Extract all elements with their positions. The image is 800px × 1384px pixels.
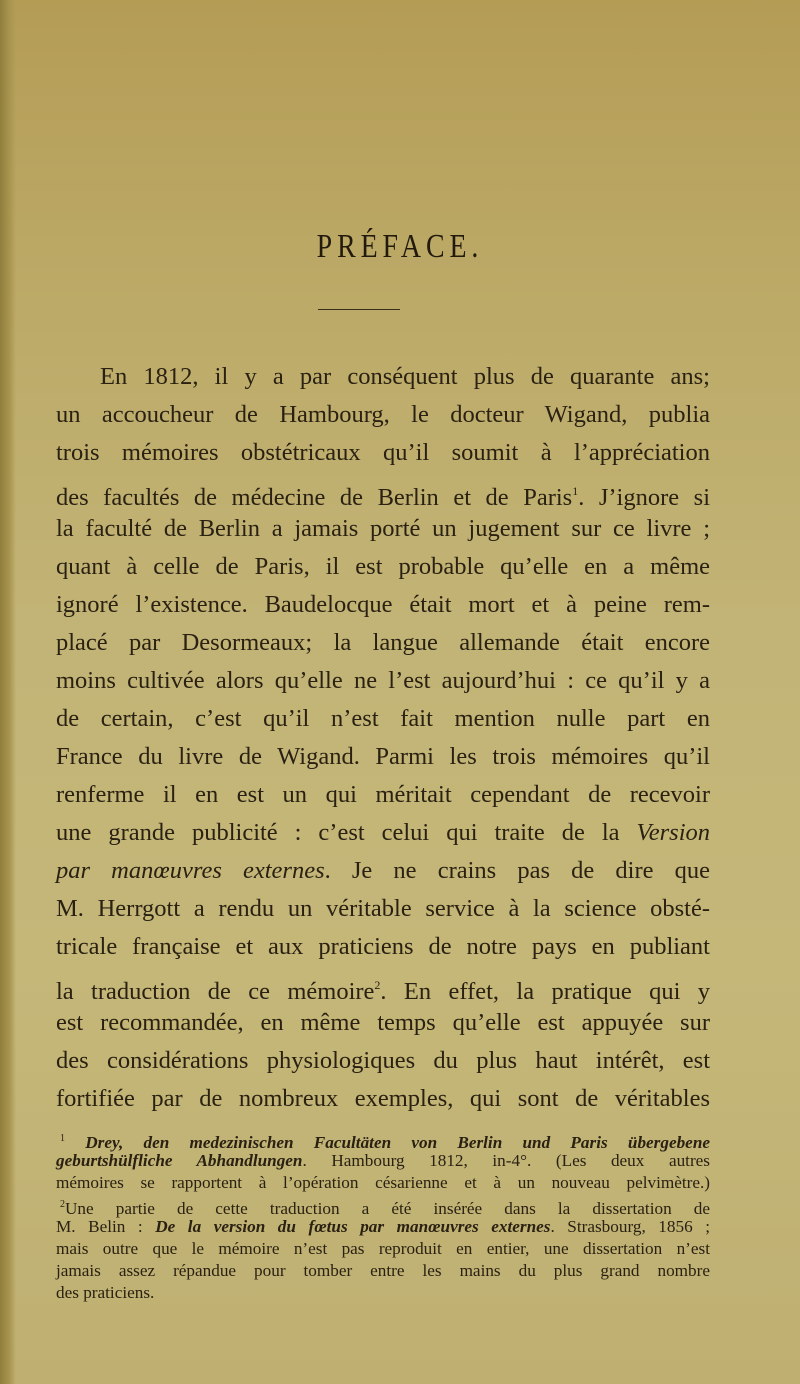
text-segment: une grande publicité : c’est celui qui traite de la (56, 819, 620, 846)
text-line: des considérations physiologiques du plus haut intérêt, est (56, 1047, 710, 1074)
footnote-marker-2: 2 (60, 1199, 65, 1210)
text-line (56, 818, 710, 848)
text-line: France du livre de Wigand. Parmi les trois mémoires qu’il (56, 743, 710, 770)
footnote-citation: De la version du fœtus par manœuvres externes (155, 1217, 551, 1236)
text-segment: . En effet, la pratique qui y (380, 978, 711, 1005)
text-line: la faculté de Berlin a jamais porté un jugement sur ce livre ; (56, 515, 710, 542)
text-segment: . Je ne crains pas de dire que (324, 857, 710, 884)
text-line (56, 856, 710, 886)
footnote-text: Une partie de cette traduction a été insérée dans la dissertation de (65, 1199, 710, 1218)
footnote-text: . Strasbourg, 1856 ; (550, 1217, 710, 1236)
text-line: ignoré l’existence. Baudelocque était mort et à peine rem- (56, 591, 710, 618)
footnote-citation: Drey, den medezinischen Facultäten von Berlin und Paris übergebene (85, 1133, 711, 1152)
footnote-citation: geburtshülfliche Abhandlungen (56, 1151, 303, 1170)
text-line: renferme il en est un qui méritait cependant de recevoir (56, 781, 710, 808)
text-segment: . J’ignore si (578, 484, 711, 511)
footnote-2-line: des praticiens. (56, 1283, 155, 1302)
text-segment: des facultés de médecine de Berlin et de Paris (56, 484, 573, 511)
footnote-1-line: mémoires se rapportent à l’opération césarienne et à un nouveau pelvimètre.) (56, 1173, 710, 1192)
footnote-ref-2[interactable]: 2 (374, 978, 381, 992)
text-line: M. Herrgott a rendu un véritable service à la science obsté- (56, 895, 710, 922)
text-line: moins cultivée alors qu’elle ne l’est aujourd’hui : ce qu’il y a (56, 667, 710, 694)
text-line: placé par Desormeaux; la langue allemande était encore (56, 629, 710, 656)
text-line: est recommandée, en même temps qu’elle est appuyée sur (56, 1009, 710, 1036)
footnote-2-line (56, 1216, 710, 1238)
footnote-ref-1[interactable]: 1 (572, 484, 579, 498)
page-binding-edge (0, 0, 16, 1384)
footnote-text: . Hambourg 1812, in-4°. (Les deux autres (302, 1151, 710, 1170)
footnote-text: M. Belin : (56, 1217, 156, 1236)
text-line: fortifiée par de nombreux exemples, qui sont de véritables (56, 1085, 710, 1112)
text-line: de certain, c’est qu’il n’est fait mention nulle part en (56, 705, 710, 732)
text-line (56, 476, 710, 513)
text-line: un accoucheur de Hambourg, le docteur Wigand, publia (56, 401, 710, 428)
italic-title: Version (636, 819, 710, 846)
text-line: En 1812, il y a par conséquent plus de quarante ans; (100, 363, 710, 390)
text-line: quant à celle de Paris, il est probable qu’elle en a même (56, 553, 710, 580)
footnote-2-line: jamais assez répandue pour tomber entre les mains du plus grand nombre (56, 1261, 710, 1280)
page-title: PRÉFACE. (316, 228, 484, 265)
text-line (56, 970, 710, 1007)
text-line: tricale française et aux praticiens de notre pays en publiant (56, 933, 710, 960)
footnote-2-line: mais outre que le mémoire n’est pas reproduit en entier, une dissertation n’est (56, 1239, 710, 1258)
footnote-marker-1: 1 (60, 1133, 65, 1144)
footnote-1-line (56, 1150, 710, 1172)
italic-title: par manœuvres externes (56, 857, 325, 884)
text-segment: la traduction de ce mémoire (56, 978, 375, 1005)
title-divider (318, 309, 400, 310)
text-line: trois mémoires obstétricaux qu’il soumit à l’appréciation (56, 439, 710, 466)
